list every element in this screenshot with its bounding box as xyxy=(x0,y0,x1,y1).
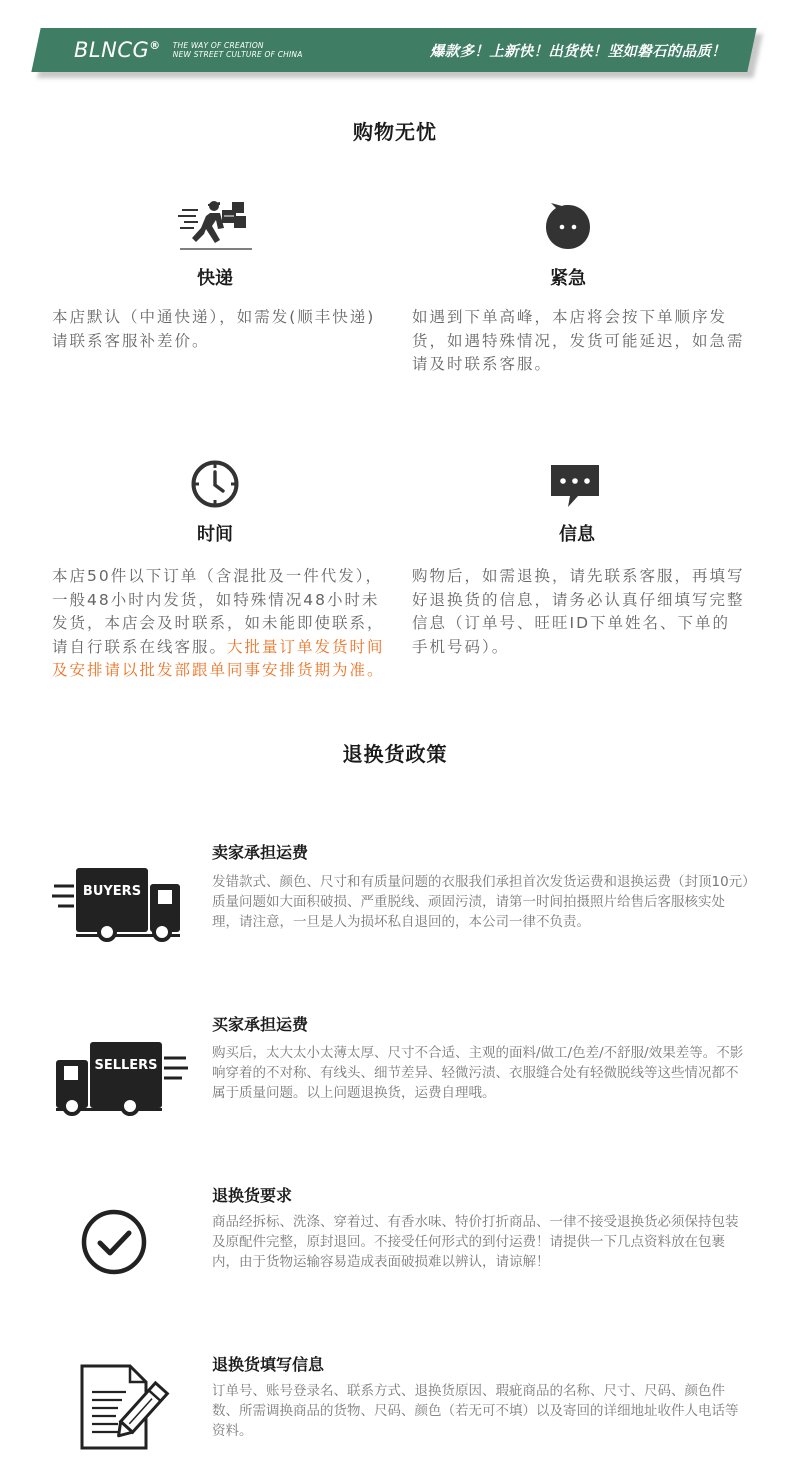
policy-requirements-text: 商品经拆标、洗涤、穿着过、有香水味、特价打折商品、一律不接受退换货必须保持包装及原配件完整，原封退回。不接受任何形式的到付运费！请提供一下几点资料放在包裹内，由于货物运输容易造成表面破损难以辨认，请谅解！ xyxy=(212,1214,739,1270)
feature-time-text-main: 本店50件以下订单（含混批及一件代发），一般48小时内发货，如特殊情况48小时未发货，本店会及时联系，如未能即使联系，请自行联系在线客服。 xyxy=(52,567,385,656)
policy-seller-pays-title: 卖家承担运费 xyxy=(212,843,309,862)
feature-express-title: 快递 xyxy=(197,268,233,289)
policy-requirements-title: 退换货要求 xyxy=(212,1186,293,1205)
message-icon xyxy=(550,464,600,508)
policy-seller-pays-text: 发错款式、颜色、尺寸和有质量问题的衣服我们承担首次发货运费和退换运费（封顶10元）质量问题如大面积破损、严重脱线、顽固污渍，请第一时间拍摄照片给售后客服核实处理，请注意，一旦是人为损坏私自退回的，本公司一律不负责。 xyxy=(212,874,749,930)
returns-section-title: 退换货政策 xyxy=(342,742,448,766)
tagline-line2: NEW STREET CULTURE OF CHINA xyxy=(172,50,303,59)
feature-urgent-title: 紧急 xyxy=(550,268,586,289)
document-pen-icon xyxy=(78,1364,172,1450)
truck-label-sellers: SELLERS xyxy=(94,1058,158,1073)
feature-time-highlight: 大批量订单发货时间及安排请以批发部跟单同事安排货期为准。 xyxy=(52,637,385,679)
policy-buyer-pays-title: 买家承担运费 xyxy=(212,1015,309,1034)
policy-fill-info-text: 订单号、账号登录名、联系方式、退换货原因、瑕疵商品的名称、尺寸、尺码、颜色件数、所需调换商品的货物、尺码、颜色（若无可不填）以及寄回的详细地址收件人电话等资料。 xyxy=(212,1383,739,1439)
clock-icon xyxy=(190,459,240,509)
check-circle-icon xyxy=(80,1208,148,1276)
brand-tagline xyxy=(173,41,303,59)
feature-info-text: 购物后，如需退换，请先联系客服，再填写好退换货的信息，请务必认真仔细填写完整信息（订单号、旺旺ID下单姓名、下单的手机号码）。 xyxy=(412,567,745,656)
registered-mark: ® xyxy=(149,39,161,52)
feature-info-title: 信息 xyxy=(559,524,595,545)
feature-express-text: 本店默认（中通快递），如需发(顺丰快递)请联系客服补差价。 xyxy=(52,308,376,350)
banner-slogan: 爆款多！上新快！出货快！坚如磐石的品质！ xyxy=(430,43,726,60)
shopping-section-title: 购物无忧 xyxy=(353,120,437,144)
feature-urgent-text: 如遇到下单高峰，本店将会按下单顺序发货，如遇特殊情况，发货可能延迟，如急需请及时联系客服。 xyxy=(412,308,745,373)
brand-logo xyxy=(74,38,161,62)
truck-label-buyers: BUYERS xyxy=(82,884,142,899)
feature-time-text xyxy=(52,565,387,683)
chat-bubble-icon xyxy=(544,203,592,251)
banner-content xyxy=(36,28,752,72)
header-banner xyxy=(36,28,758,76)
tagline-line1: THE WAY OF CREATION xyxy=(172,41,264,50)
truck-icon xyxy=(54,1040,188,1116)
policy-buyer-pays-text: 购买后，太大太小太薄太厚、尺寸不合适、主观的面料/做工/色差/不舒服/效果差等。不影响穿着的不对称、有线头、细节差异、轻微污渍、衣服缝合处有轻微脱线等这些情况都不属于质量问题。以上问题退换货，运费自理哦。 xyxy=(212,1045,744,1101)
truck-icon xyxy=(52,866,184,942)
delivery-man-icon xyxy=(176,196,256,252)
policy-fill-info-title: 退换货填写信息 xyxy=(212,1355,325,1374)
feature-time-title: 时间 xyxy=(197,524,233,545)
brand-name: BLNCG xyxy=(74,38,150,62)
